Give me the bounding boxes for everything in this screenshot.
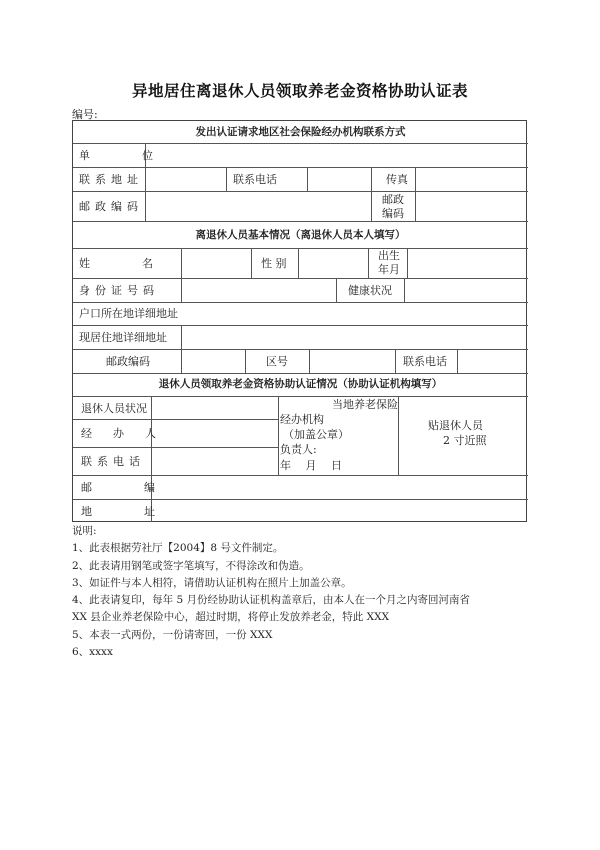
row-divider bbox=[73, 278, 528, 279]
col-divider bbox=[398, 396, 399, 475]
form-title: 异地居住离退休人员领取养老金资格协助认证表 bbox=[131, 82, 468, 100]
section-heading-certification: 退休人员领取养老金资格协助认证情况（协助认证机构填写） bbox=[158, 378, 443, 390]
row-divider bbox=[73, 349, 528, 350]
certifier-postcode-field[interactable] bbox=[157, 479, 522, 497]
col-divider bbox=[309, 349, 310, 373]
col-divider bbox=[407, 248, 408, 278]
retiree-status-field[interactable] bbox=[157, 400, 272, 417]
row-divider bbox=[73, 447, 278, 448]
photo-placeholder-line2: 2 寸近照 bbox=[443, 434, 487, 447]
postcode-label-side-1: 邮政 bbox=[382, 193, 404, 206]
certification-form-table bbox=[72, 120, 527, 522]
instructions bbox=[72, 523, 532, 661]
row-divider bbox=[73, 373, 528, 374]
gender-field[interactable] bbox=[304, 252, 362, 274]
certifier-address-field[interactable] bbox=[157, 503, 522, 520]
section-heading-requesting-agency: 发出认证请求地区社会保险经办机构联系方式 bbox=[195, 126, 406, 138]
col-divider bbox=[404, 278, 405, 302]
contact-phone-label: 联系电话 bbox=[403, 355, 447, 368]
instruction-item: 5、本表一式两份，一份请寄回，一份 XXX bbox=[72, 628, 273, 641]
id-number-field[interactable] bbox=[187, 282, 330, 300]
certifier-phone-label: 联系电话 bbox=[81, 455, 145, 468]
col-divider bbox=[278, 396, 279, 475]
residence-address-field[interactable] bbox=[187, 329, 521, 347]
row-divider bbox=[73, 221, 528, 222]
postcode-field[interactable] bbox=[151, 195, 365, 217]
agency-label-line1: 当地养老保险 bbox=[332, 398, 398, 411]
row-divider bbox=[73, 499, 528, 500]
phone-field[interactable] bbox=[313, 171, 367, 189]
birth-label-1: 出生 bbox=[378, 249, 400, 262]
instructions-heading: 说明: bbox=[72, 525, 97, 537]
col-divider bbox=[151, 396, 152, 522]
health-label: 健康状况 bbox=[348, 284, 392, 297]
instruction-item: 1、此表根据劳社厅【2004】8 号文件制定。 bbox=[72, 542, 284, 555]
serial-number-label: 编号: bbox=[72, 108, 98, 121]
col-divider bbox=[307, 167, 308, 191]
agency-label-line2: 经办机构 bbox=[280, 413, 324, 426]
col-divider bbox=[415, 167, 416, 221]
official-seal-note: （加盖公章） bbox=[283, 428, 349, 441]
residence-postcode-label: 邮政编码 bbox=[106, 355, 150, 368]
certifier-phone-field[interactable] bbox=[157, 451, 272, 471]
fax-label: 传真 bbox=[386, 173, 408, 186]
gender-label: 性 别 bbox=[261, 257, 287, 270]
residence-address-label: 现居住地详细地址 bbox=[79, 331, 167, 344]
col-divider bbox=[251, 248, 252, 278]
handler-label: 经 办 人 bbox=[81, 427, 161, 440]
row-divider bbox=[73, 248, 528, 249]
date-label: 年 月 日 bbox=[280, 459, 342, 472]
row-divider bbox=[73, 475, 528, 476]
instruction-item: 4、此表请复印，每年 5 月份经协助认证机构盖章后，由本人在一个月之内寄回河南省 bbox=[72, 594, 471, 607]
fax-field[interactable] bbox=[421, 171, 521, 189]
birth-field[interactable] bbox=[413, 252, 521, 274]
row-divider bbox=[73, 325, 528, 326]
address-label: 联系地址 bbox=[79, 173, 143, 186]
photo-placeholder-line1: 贴退休人员 bbox=[428, 419, 483, 432]
col-divider bbox=[226, 167, 227, 191]
health-field[interactable] bbox=[410, 282, 522, 300]
unit-field[interactable] bbox=[155, 148, 527, 166]
certifier-address-label: 地 址 bbox=[81, 505, 165, 518]
row-divider bbox=[73, 191, 528, 192]
certifier-postcode-label: 邮 编 bbox=[81, 481, 165, 494]
col-divider bbox=[181, 248, 182, 302]
birth-label-2: 年月 bbox=[378, 263, 400, 276]
col-divider bbox=[368, 248, 369, 278]
address-field[interactable] bbox=[151, 171, 221, 189]
retiree-status-label: 退休人员状况 bbox=[81, 402, 147, 415]
district-code-label: 区号 bbox=[266, 355, 288, 368]
row-divider bbox=[73, 419, 278, 420]
section-heading-retiree-info: 离退休人员基本情况（离退休人员本人填写） bbox=[195, 229, 406, 241]
row-divider bbox=[73, 167, 528, 168]
postcode-field-2[interactable] bbox=[421, 195, 521, 217]
handler-field[interactable] bbox=[157, 423, 272, 443]
postcode-label: 邮政编码 bbox=[79, 200, 143, 213]
id-number-label: 身份证号码 bbox=[79, 284, 159, 297]
col-divider bbox=[457, 349, 458, 373]
unit-label: 单 位 bbox=[79, 149, 163, 162]
name-field[interactable] bbox=[187, 252, 245, 274]
contact-phone-field[interactable] bbox=[463, 353, 521, 371]
hukou-address-field[interactable] bbox=[187, 306, 521, 323]
instruction-item: 6、xxxx bbox=[72, 646, 113, 659]
postcode-label-side-2: 编码 bbox=[382, 207, 404, 220]
col-divider bbox=[181, 349, 182, 373]
col-divider bbox=[371, 167, 372, 221]
instruction-item: 2、此表请用钢笔或签字笔填写，不得涂改和伪造。 bbox=[72, 559, 310, 572]
col-divider bbox=[298, 248, 299, 278]
col-divider bbox=[245, 349, 246, 373]
instruction-item: XX 县企业养老保险中心，超过时期，将停止发放养老金，特此 XXX bbox=[72, 611, 390, 624]
name-label: 姓 名 bbox=[79, 257, 163, 270]
row-divider bbox=[73, 396, 528, 397]
phone-label: 联系电话 bbox=[233, 173, 277, 186]
col-divider bbox=[336, 278, 337, 302]
col-divider bbox=[395, 349, 396, 373]
row-divider bbox=[73, 143, 528, 144]
hukou-address-label: 户口所在地详细地址 bbox=[79, 307, 178, 320]
district-code-field[interactable] bbox=[315, 353, 389, 371]
residence-postcode-field[interactable] bbox=[187, 353, 239, 371]
responsible-person-label: 负责人: bbox=[280, 443, 317, 456]
instruction-item: 3、如证件与本人相符，请借助认证机构在照片上加盖公章。 bbox=[72, 576, 352, 589]
row-divider bbox=[73, 302, 528, 303]
